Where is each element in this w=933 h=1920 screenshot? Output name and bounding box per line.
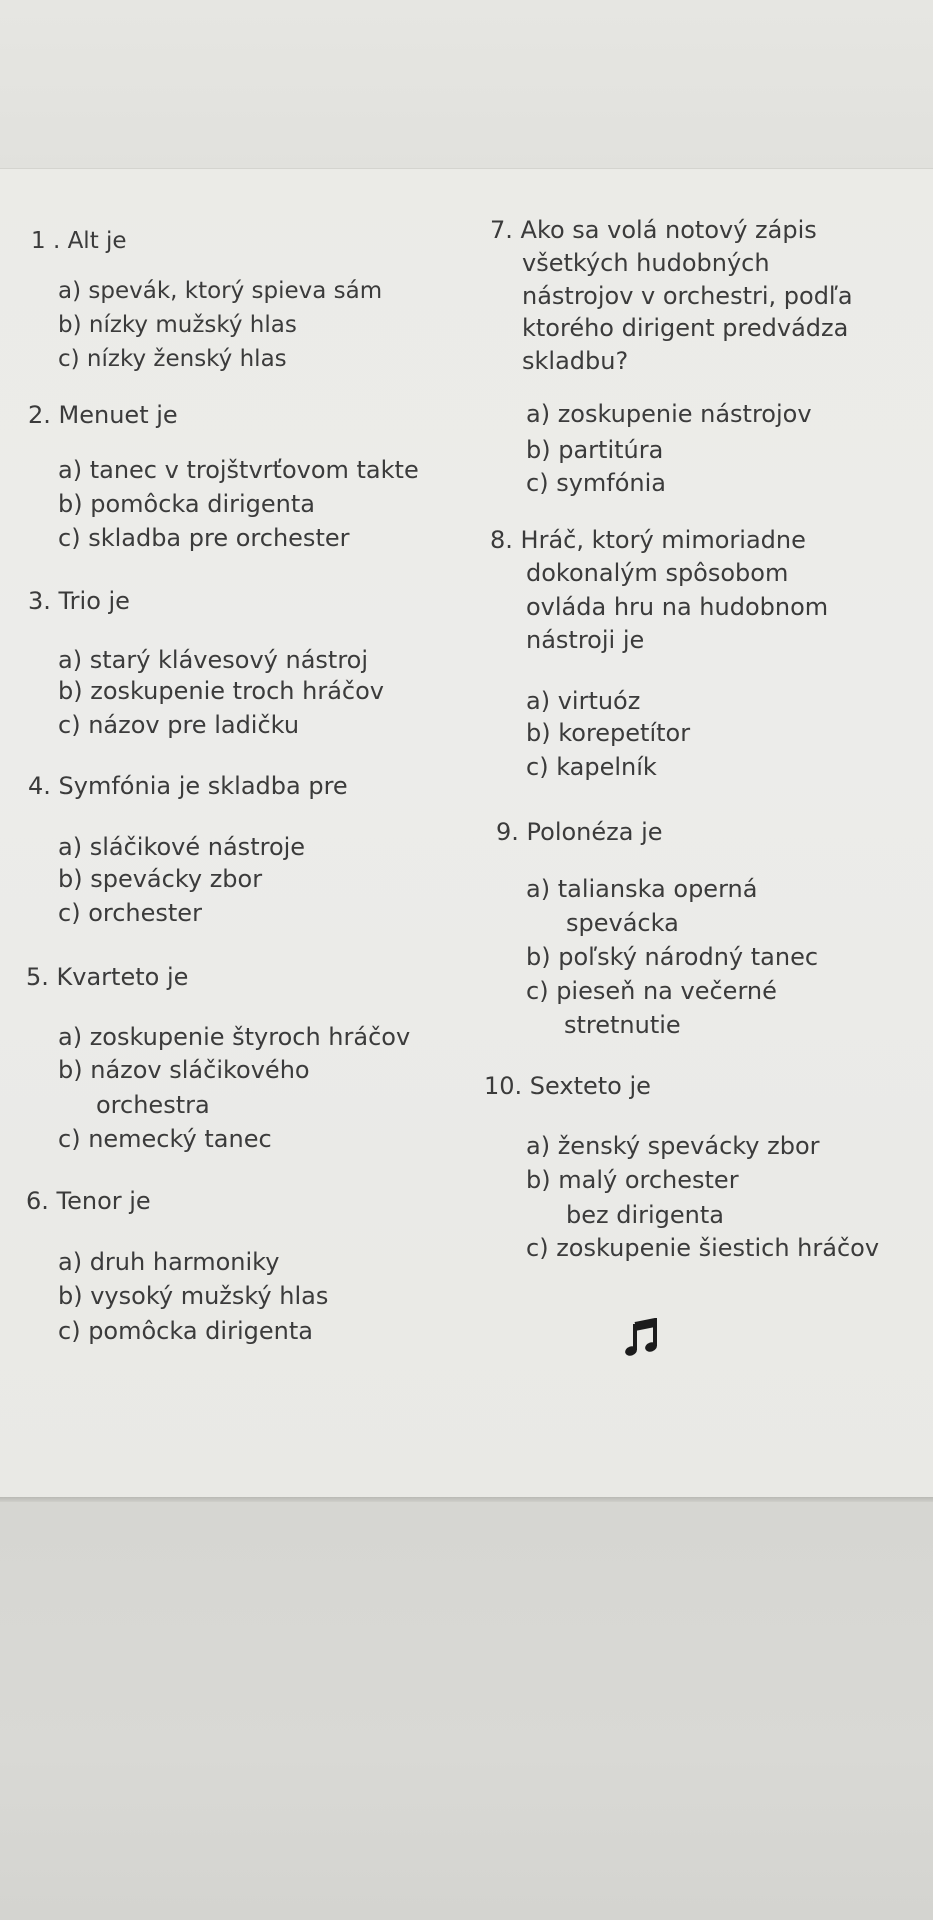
question-10: 10. Sexteto je [484,1072,651,1100]
answer-9a: a) talianska operná [526,875,758,903]
answer-2a: a) tanec v trojštvrťovom takte [58,456,419,484]
answer-9c: c) pieseň na večerné [526,977,777,1005]
answer-8c: c) kapelník [526,753,657,781]
question-8-line-4: nástroji je [526,626,645,654]
answer-3b: b) zoskupenie troch hráčov [58,677,384,705]
answer-6b: b) vysoký mužský hlas [58,1282,329,1310]
answer-5c: c) nemecký tanec [58,1125,272,1153]
answer-4a: a) sláčikové nástroje [58,833,306,861]
question-8-line-2: dokonalým spôsobom [526,559,789,587]
answer-6a: a) druh harmoniky [58,1248,280,1276]
answer-1b: b) nízky mužský hlas [58,312,297,338]
answer-10a: a) ženský spevácky zbor [526,1132,820,1160]
question-7: 7. Ako sa volá notový zápis [490,216,817,244]
answer-9b: b) poľský národný tanec [526,943,819,971]
question-8-line-3: ovláda hru na hudobnom [526,593,829,621]
answer-7a: a) zoskupenie nástrojov [526,400,812,428]
answer-5b-cont: orchestra [96,1091,210,1119]
question-7-line-5: skladbu? [522,347,629,375]
answer-10b-cont: bez dirigenta [566,1201,724,1229]
answer-4c: c) orchester [58,899,202,927]
question-2: 2. Menuet je [28,401,178,429]
answer-8b: b) korepetítor [526,719,691,747]
answer-5b: b) názov sláčikového [58,1056,310,1084]
answer-10b: b) malý orchester [526,1166,739,1194]
answer-10c: c) zoskupenie šiestich hráčov [526,1234,880,1262]
question-7-line-2: všetkých hudobných [522,249,770,277]
answer-2c: c) skladba pre orchester [58,524,350,552]
answer-3c: c) názov pre ladičku [58,711,300,739]
question-7-line-3: nástrojov v orchestri, podľa [522,282,853,310]
background-top [0,0,933,170]
answer-7b: b) partitúra [526,436,664,464]
answer-9a-cont: spevácka [566,909,679,937]
music-note-icon [624,1318,660,1358]
answer-5a: a) zoskupenie štyroch hráčov [58,1023,411,1051]
answer-1a: a) spevák, ktorý spieva sám [58,278,383,304]
question-4: 4. Symfónia je skladba pre [28,772,348,800]
background-bottom [0,1502,933,1920]
question-7-line-4: ktorého dirigent predvádza [522,314,849,342]
answer-4b: b) spevácky zbor [58,865,263,893]
question-9: 9. Polonéza je [496,818,663,846]
answer-7c: c) symfónia [526,469,666,497]
answer-3a: a) starý klávesový nástroj [58,646,369,674]
answer-8a: a) virtuóz [526,687,641,715]
question-1: 1 . Alt je [31,228,127,254]
question-8: 8. Hráč, ktorý mimoriadne [490,526,806,554]
answer-1c: c) nízky ženský hlas [58,346,287,372]
question-3: 3. Trio je [28,587,130,615]
question-5: 5. Kvarteto je [26,963,189,991]
answer-2b: b) pomôcka dirigenta [58,490,315,518]
answer-9c-cont: stretnutie [564,1011,681,1039]
answer-6c: c) pomôcka dirigenta [58,1317,313,1345]
question-6: 6. Tenor je [26,1187,151,1215]
